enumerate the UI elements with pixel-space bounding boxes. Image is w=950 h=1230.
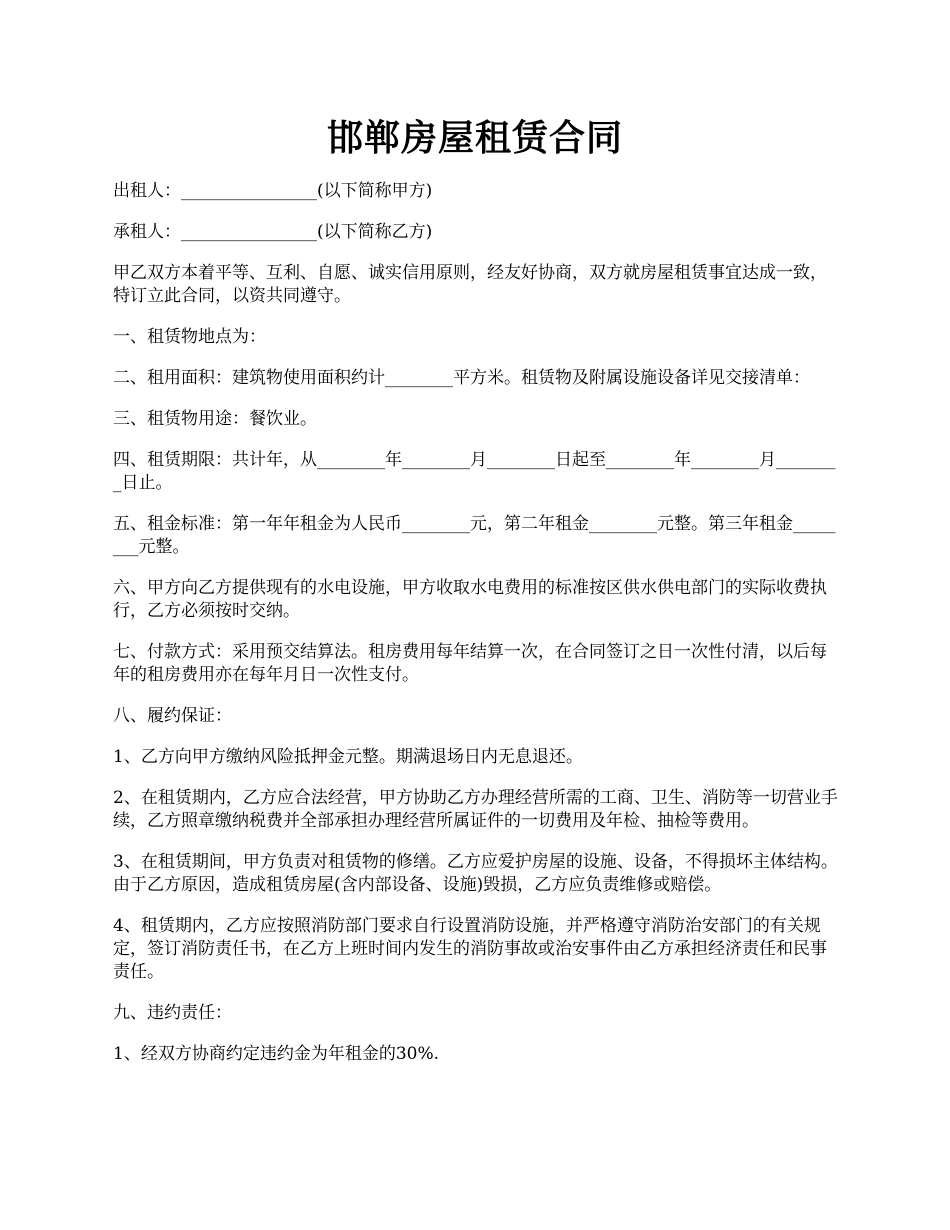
clause-2-area: 二、租用面积：建筑物使用面积约计________平方米。租赁物及附属设施设备详见交接清单： (113, 368, 810, 388)
clause-6-utilities: 六、甲方向乙方提供现有的水电设施，甲方收取水电费用的标准按区供水供电部门的实际收费执行，乙方必须按时交纳。 (113, 578, 827, 621)
clause-1-location: 一、租赁物地点为： (113, 327, 266, 347)
paragraph-lessee: 承租人：________________(以下简称乙方) (113, 222, 433, 242)
clause-9-liability-heading: 九、违约责任： (113, 1003, 232, 1023)
clause-5-rent: 五、租金标准：第一年年租金为人民币________元，第二年租金________元整。第三年租金________元整。 (113, 514, 836, 557)
clause-3-usage: 三、租赁物用途：餐饮业。 (113, 409, 317, 429)
paragraph-lessor: 出租人：________________(以下简称甲方) (113, 181, 433, 201)
clause-4-term: 四、租赁期限：共计年，从________年________月________日起至________年________月________日止。 (113, 450, 836, 493)
clause-9-item-1: 1、经双方协商约定违约金为年租金的30%. (113, 1044, 440, 1064)
document-title: 邯郸房屋租赁合同 (326, 117, 623, 159)
clause-8-item-3: 3、在租赁期间，甲方负责对租赁物的修缮。乙方应爱护房屋的设施、设备，不得损坏主体结构。由于乙方原因，造成租赁房屋(含内部设备、设施)毁损，乙方应负责维修或赔偿。 (113, 852, 838, 895)
clause-8-item-4: 4、租赁期内，乙方应按照消防部门要求自行设置消防设施，并严格遵守消防治安部门的有关规定，签订消防责任书，在乙方上班时间内发生的消防事故或治安事件由乙方承担经济责任和民事责任。 (113, 916, 827, 982)
clause-8-item-1: 1、乙方向甲方缴纳风险抵押金元整。期满退场日内无息退还。 (113, 747, 583, 767)
clause-8-guarantee-heading: 八、履约保证： (113, 706, 232, 726)
document-body (113, 180, 843, 1084)
clause-7-payment: 七、付款方式：采用预交结算法。租房费用每年结算一次，在合同签订之日一次性付清，以后每年的租房费用亦在每年月日一次性支付。 (113, 642, 827, 685)
paragraph-preamble: 甲乙双方本着平等、互利、自愿、诚实信用原则，经友好协商，双方就房屋租赁事宜达成一致，特订立此合同，以资共同遵守。 (113, 263, 827, 306)
clause-8-item-2: 2、在租赁期内，乙方应合法经营，甲方协助乙方办理经营所需的工商、卫生、消防等一切营业手续，乙方照章缴纳税费并全部承担办理经营所属证件的一切费用及年检、抽检等费用。 (113, 788, 838, 831)
